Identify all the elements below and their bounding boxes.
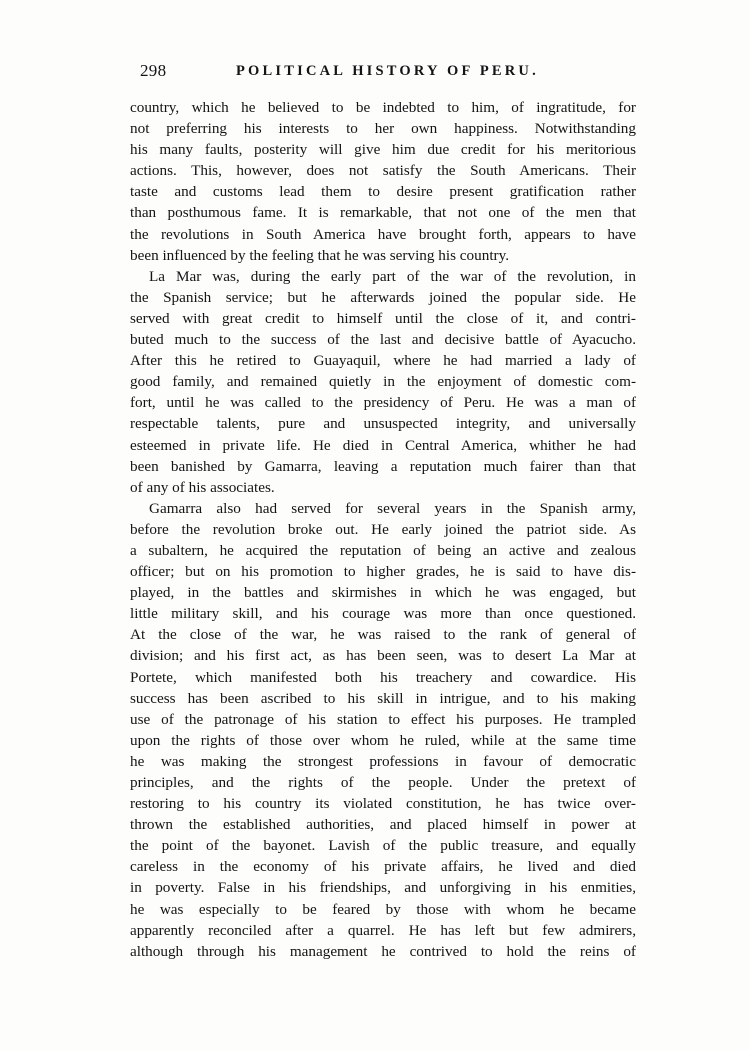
text-line: served with great credit to himself until the close of it, and contri-: [130, 309, 636, 327]
text-line: taste and customs lead them to desire present gratification rather: [130, 183, 636, 201]
text-line: in poverty. False in his friendships, and unforgiving in his enmities,: [130, 879, 636, 897]
text-line: good family, and remained quietly in the enjoyment of domestic com-: [130, 373, 636, 391]
page-header: [140, 58, 580, 84]
text-line: he was especially to be feared by those with whom he became: [130, 900, 636, 918]
text-line: the Spanish service; but he afterwards joined the popular side. He: [130, 288, 636, 306]
text-line: At the close of the war, he was raised to the rank of general of: [130, 626, 636, 644]
running-head: POLITICAL HISTORY OF PERU.: [236, 63, 539, 79]
paragraph: [130, 498, 636, 962]
paragraph: [130, 97, 636, 266]
text-line: fort, until he was called to the presidency of Peru. He was a man of: [130, 394, 636, 412]
text-line: not preferring his interests to her own happiness. Notwithstanding: [130, 120, 636, 138]
text-line: respectable talents, pure and unsuspected integrity, and universally: [130, 415, 636, 433]
page-number: 298: [140, 61, 167, 80]
text-line: the revolutions in South America have brought forth, appears to have: [130, 225, 636, 243]
text-line: thrown the established authorities, and placed himself in power at: [130, 816, 636, 834]
text-line: although through his management he contrived to hold the reins of: [130, 942, 636, 960]
body-text: [130, 97, 636, 962]
text-line: a subaltern, he acquired the reputation of being an active and zealous: [130, 541, 636, 559]
text-line: upon the rights of those over whom he ruled, while at the same time: [130, 731, 636, 749]
text-line: been banished by Gamarra, leaving a reputation much fairer than that: [130, 457, 636, 475]
text-line: success has been ascribed to his skill in intrigue, and to his making: [130, 689, 636, 707]
text-line: than posthumous fame. It is remarkable, that not one of the men that: [130, 204, 636, 222]
text-line: been influenced by the feeling that he was serving his country.: [130, 246, 510, 264]
text-line: division; and his first act, as has been seen, was to desert La Mar at: [130, 647, 636, 665]
text-line: Portete, which manifested both his treachery and cowardice. His: [130, 668, 636, 686]
text-line: buted much to the success of the last and decisive battle of Ayacucho.: [130, 331, 636, 349]
text-line: officer; but on his promotion to higher grades, he is said to have dis-: [130, 563, 636, 581]
text-line: he was making the strongest professions in favour of democratic: [130, 752, 636, 770]
text-line: After this he retired to Guayaquil, where he had married a lady of: [130, 352, 636, 370]
text-line: esteemed in private life. He died in Central America, whither he had: [130, 436, 636, 454]
paragraph: [130, 266, 636, 498]
text-line: La Mar was, during the early part of the war of the revolution, in: [149, 267, 636, 285]
text-line: restoring to his country its violated constitution, he has twice over-: [130, 795, 636, 813]
text-line: played, in the battles and skirmishes in which he was engaged, but: [130, 584, 636, 602]
text-line: apparently reconciled after a quarrel. He has left but few admirers,: [130, 921, 636, 939]
text-line: principles, and the rights of the people. Under the pretext of: [130, 774, 636, 791]
text-line: before the revolution broke out. He early joined the patriot side. As: [130, 520, 636, 538]
text-line: use of the patronage of his station to effect his purposes. He trampled: [130, 710, 636, 728]
text-line: the point of the bayonet. Lavish of the public treasure, and equally: [130, 837, 636, 855]
text-line: country, which he believed to be indebted to him, of ingratitude, for: [130, 99, 636, 116]
text-line: careless in the economy of his private affairs, he lived and died: [130, 858, 636, 876]
text-line: Gamarra also had served for several years in the Spanish army,: [149, 499, 636, 517]
text-line: of any of his associates.: [130, 478, 275, 496]
text-line: his many faults, posterity will give him due credit for his meritorious: [130, 141, 636, 159]
text-line: little military skill, and his courage was more than once questioned.: [130, 605, 636, 623]
text-line: actions. This, however, does not satisfy the South Americans. Their: [130, 162, 636, 180]
